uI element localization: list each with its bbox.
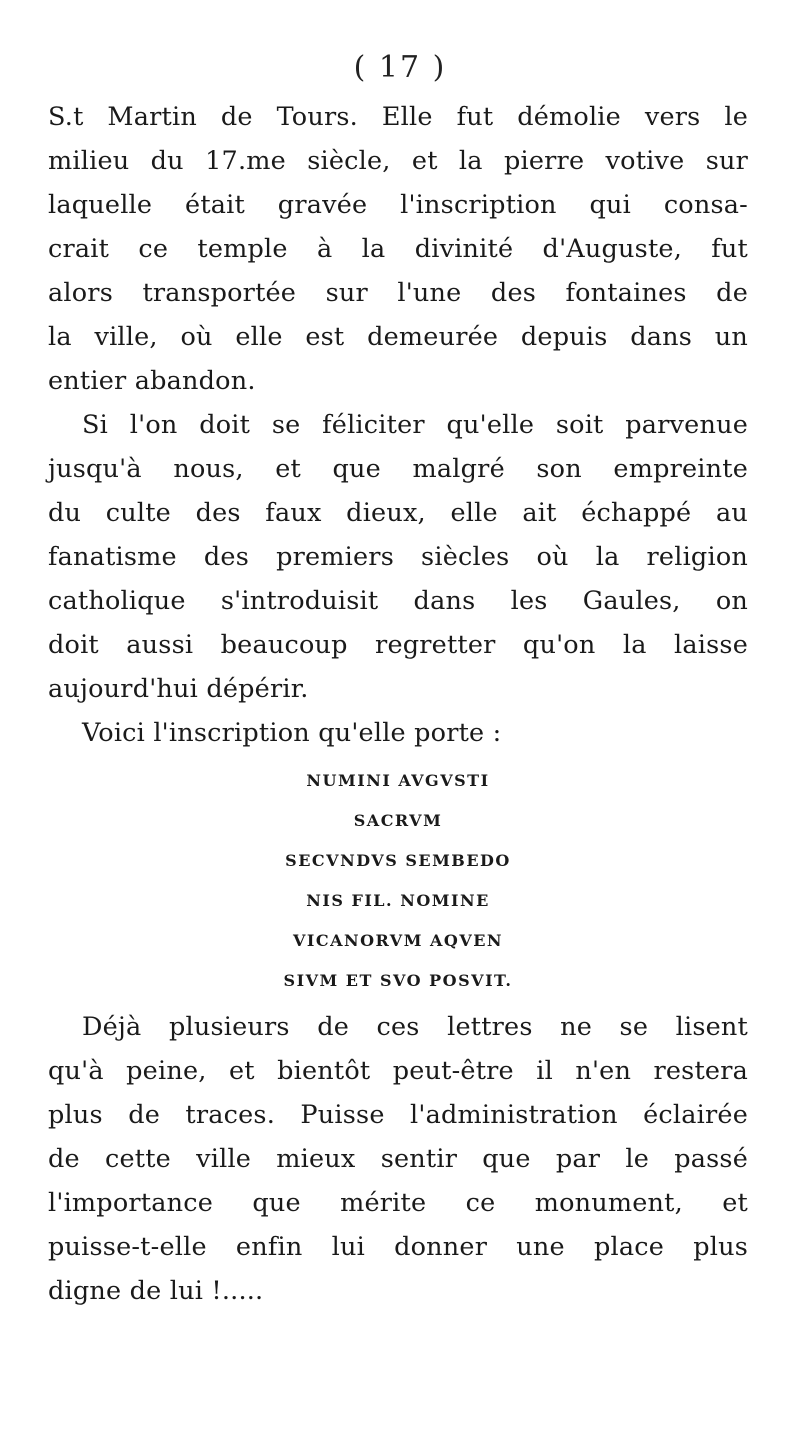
text-line: plus de traces. Puisse l'administration éclairée [48,1100,748,1130]
text-line: Déjà plusieurs de ces lettres ne se lisent [82,1012,748,1042]
text-line: puisse-t-elle enfin lui donner une place plus [48,1232,748,1262]
text-line: jusqu'à nous, et que malgré son empreinte [48,454,748,484]
text-line: fanatisme des premiers siècles où la religion [48,542,748,572]
text-line: aujourd'hui dépérir. [48,674,309,704]
text-line: qu'à peine, et bientôt peut-être il n'en restera [48,1056,748,1086]
inscription-line: VICANORVM AQVEN [292,931,504,950]
text-line: Voici l'inscription qu'elle porte : [82,718,502,748]
text-line: doit aussi beaucoup regretter qu'on la laisse [48,630,748,660]
page-number: ( 17 ) [353,50,447,85]
paragraph-1 [48,95,748,403]
text-line: entier abandon. [48,366,256,396]
inscription-line: SECVNDVS SEMBEDO [285,851,511,870]
text-line: alors transportée sur l'une des fontaines de [48,278,748,308]
text-line: catholique s'introduisit dans les Gaules, on [48,586,748,616]
text-line: laquelle était gravée l'inscription qui consa- [48,190,748,220]
text-line: milieu du 17.me siècle, et la pierre votive sur [48,146,748,176]
closing-paragraph [48,1005,748,1313]
text-line: l'importance que mérite ce monument, et [48,1188,748,1218]
inscription-line: SACRVM [353,811,443,830]
text-line: la ville, où elle est demeurée depuis dans un [48,322,748,352]
paragraph-3 [48,711,748,755]
inscription-line: SIVM ET SVO POSVIT. [283,971,513,990]
text-line: digne de lui !..... [48,1276,264,1306]
body-text [48,95,748,1313]
text-line: de cette ville mieux sentir que par le passé [48,1144,748,1174]
text-line: S.t Martin de Tours. Elle fut démolie vers le [48,102,748,132]
text-line: Si l'on doit se féliciter qu'elle soit parvenue [82,410,748,440]
latin-inscription [48,761,748,1001]
text-line: crait ce temple à la divinité d'Auguste, fut [48,234,748,264]
text-line: du culte des faux dieux, elle ait échappé au [48,498,748,528]
inscription-line: NUMINI AVGVSTI [306,771,490,790]
inscription-line: NIS FIL. NOMINE [306,891,490,910]
paragraph-2 [48,403,748,711]
